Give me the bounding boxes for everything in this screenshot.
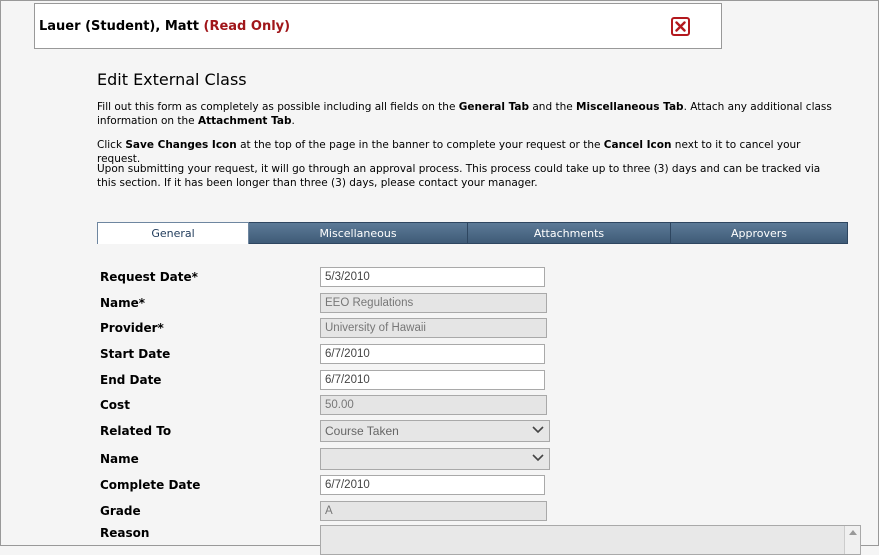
- name-secondary-label: Name: [100, 452, 139, 466]
- name-label: Name*: [100, 296, 146, 310]
- complete-date-label: Complete Date: [100, 478, 201, 492]
- cost-field[interactable]: 50.00: [320, 395, 547, 415]
- start-date-field[interactable]: 6/7/2010: [320, 344, 545, 364]
- read-only-label: (Read Only): [203, 19, 291, 34]
- tab-bar: [97, 222, 848, 244]
- close-icon: [675, 21, 686, 32]
- name-field[interactable]: EEO Regulations: [320, 293, 547, 313]
- provider-label: Provider*: [100, 321, 164, 335]
- page-title: Edit External Class: [97, 70, 247, 89]
- provider-field[interactable]: University of Hawaii: [320, 318, 547, 338]
- instructions-approval: Upon submitting your request, it will go through an approval process. This process could take up to three (3) days and can be tracked via this section. If it has been longer than three (3) days, please contact your manager.: [97, 163, 821, 189]
- user-name: Lauer (Student), Matt: [39, 19, 199, 34]
- tab-miscellaneous[interactable]: Miscellaneous: [249, 222, 468, 244]
- scroll-up-icon[interactable]: [849, 530, 857, 535]
- end-date-label: End Date: [100, 373, 162, 387]
- user-banner: [34, 3, 722, 49]
- request-date-label: Request Date*: [100, 270, 198, 284]
- grade-label: Grade: [100, 504, 141, 518]
- complete-date-field[interactable]: 6/7/2010: [320, 475, 545, 495]
- end-date-field[interactable]: 6/7/2010: [320, 370, 545, 390]
- tab-general[interactable]: General: [97, 222, 249, 244]
- close-button[interactable]: [671, 17, 690, 36]
- instructions-save: Click Save Changes Icon at the top of the page in the banner to complete your request or the Cancel Icon next to it to cancel your request.: [97, 139, 801, 165]
- reason-textarea[interactable]: [320, 525, 861, 555]
- name-select[interactable]: [320, 448, 550, 470]
- user-name-line: [39, 19, 290, 34]
- related-to-value: Course Taken: [325, 424, 399, 438]
- reason-scrollbar[interactable]: [844, 526, 860, 554]
- related-to-select[interactable]: [320, 420, 550, 442]
- instructions-general: Fill out this form as completely as possible including all fields on the General Tab and the Miscellaneous Tab. Attach any additional class information on the Attachment Tab.: [97, 101, 832, 127]
- tab-attachments[interactable]: Attachments: [468, 222, 671, 244]
- chevron-down-icon: [532, 426, 544, 434]
- start-date-label: Start Date: [100, 347, 171, 361]
- chevron-down-icon: [532, 454, 544, 462]
- grade-field[interactable]: A: [320, 501, 547, 521]
- request-date-field[interactable]: 5/3/2010: [320, 267, 545, 287]
- reason-label: Reason: [100, 526, 150, 540]
- related-to-label: Related To: [100, 424, 172, 438]
- cost-label: Cost: [100, 398, 130, 412]
- tab-approvers[interactable]: Approvers: [671, 222, 848, 244]
